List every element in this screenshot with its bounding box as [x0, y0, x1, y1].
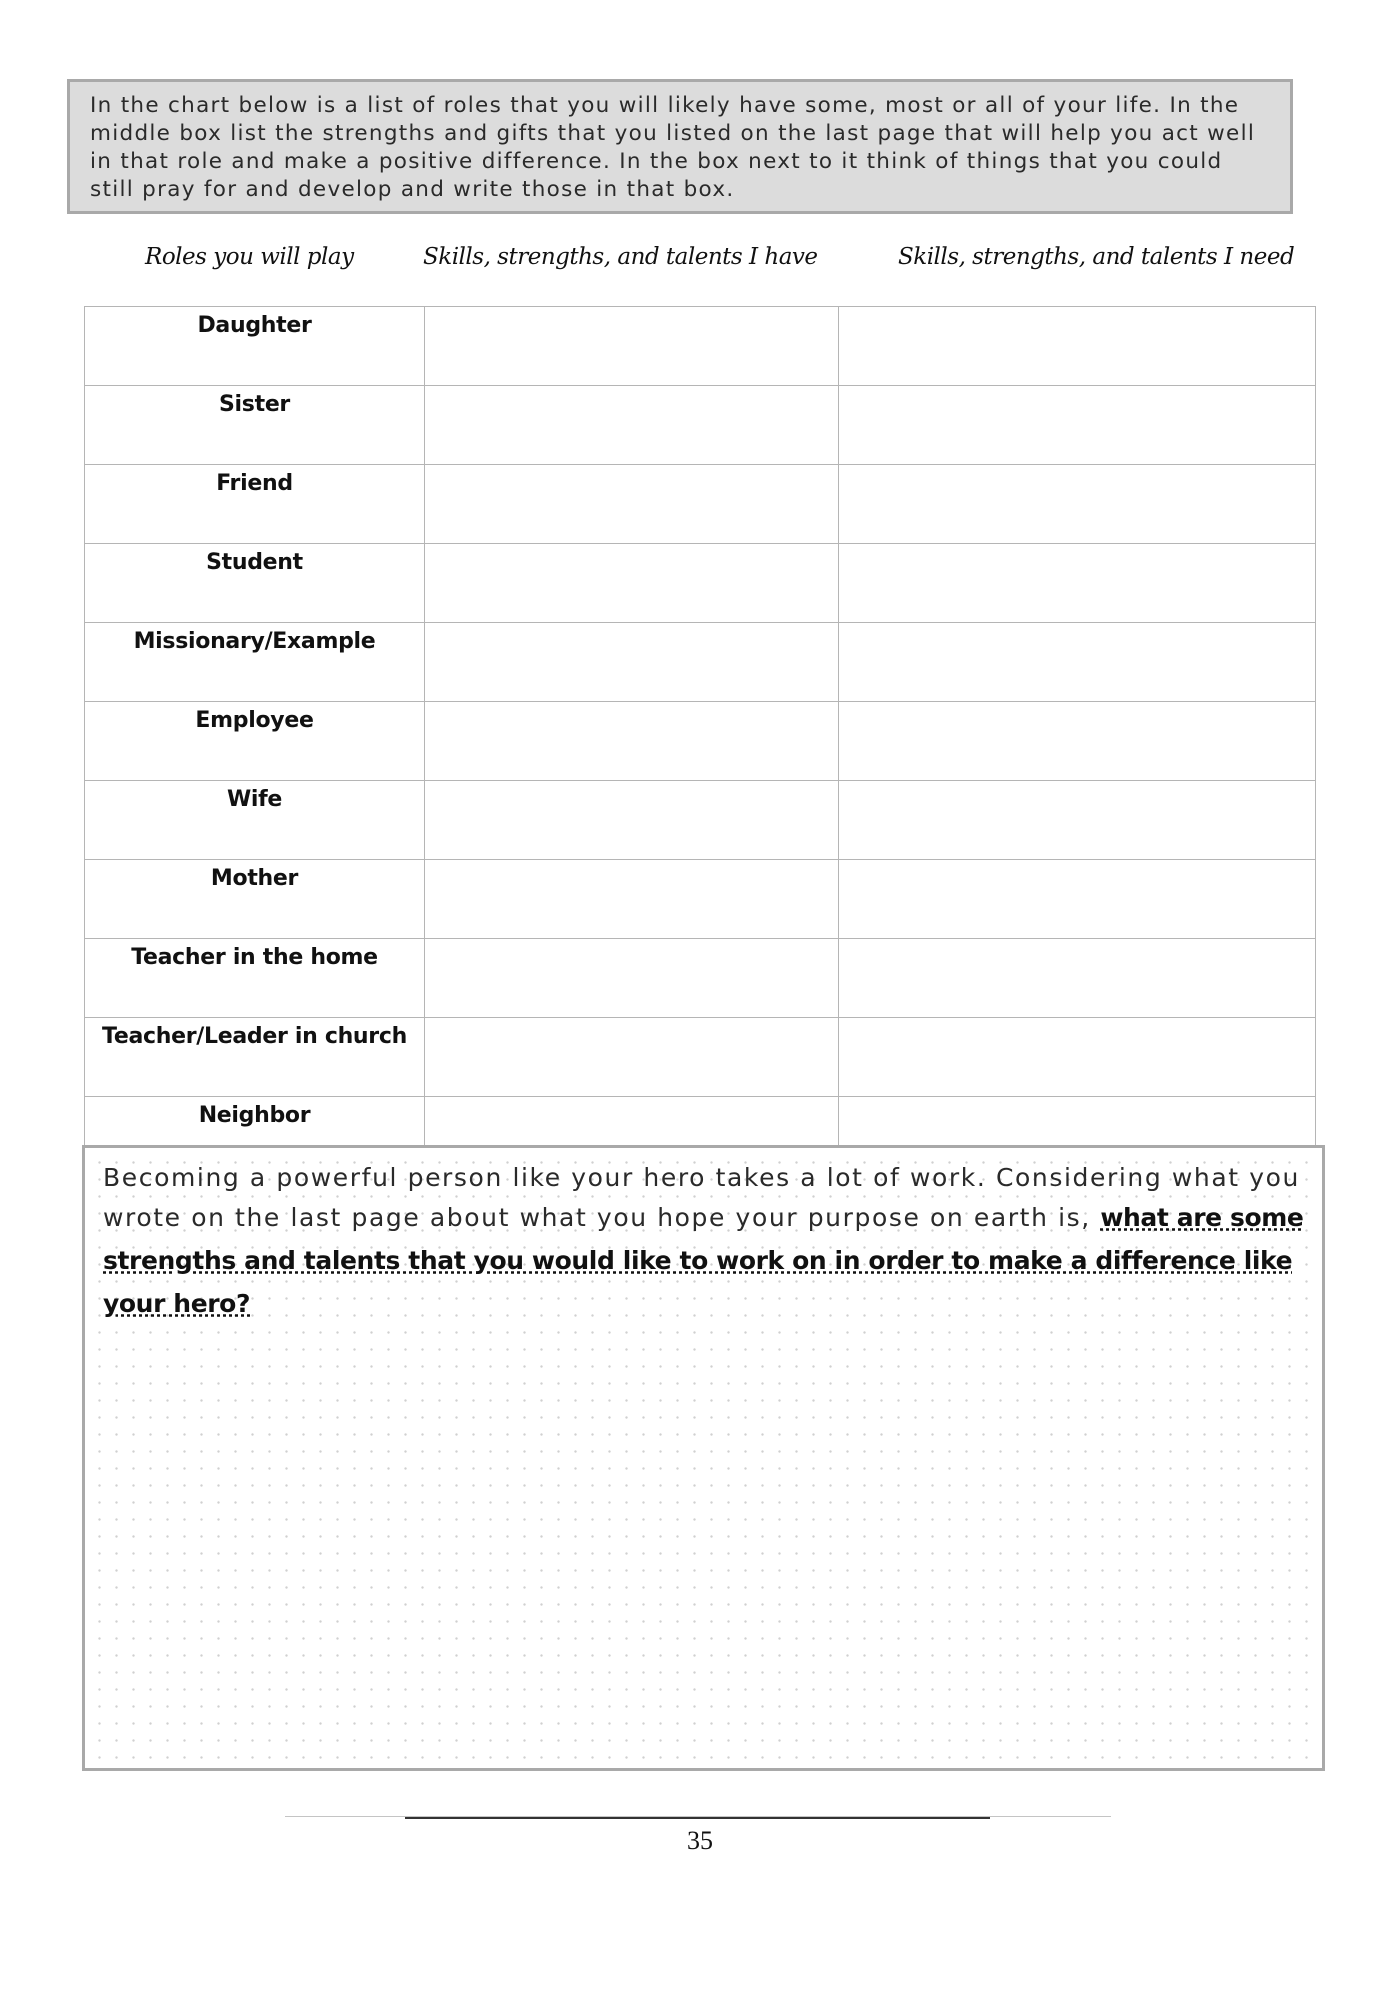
role-label: Missionary/Example: [85, 623, 425, 702]
strengths-need-cell[interactable]: [839, 939, 1316, 1018]
strengths-need-cell[interactable]: [839, 1018, 1316, 1097]
role-label: Wife: [85, 781, 425, 860]
footer-divider-accent: [405, 1817, 990, 1819]
table-row: [85, 702, 1316, 781]
table-row: [85, 465, 1316, 544]
instructions-text: In the chart below is a list of roles that you will likely have some, most or all of your life. In the middle box list the strengths and gifts that you listed on the last page that will help you act well in that role and make a positive difference. In the box next to it think of things that you could still pray for and develop and write those in that box.: [90, 93, 1256, 202]
table-row: [85, 623, 1316, 702]
reflection-prompt: [103, 1160, 1308, 1325]
strengths-have-cell[interactable]: [425, 781, 839, 860]
strengths-have-cell[interactable]: [425, 939, 839, 1018]
header-strengths-have: Skills, strengths, and talents I have: [423, 244, 818, 270]
strengths-need-cell[interactable]: [839, 623, 1316, 702]
table-row: [85, 939, 1316, 1018]
strengths-have-cell[interactable]: [425, 702, 839, 781]
role-label: Sister: [85, 386, 425, 465]
page-number: 35: [687, 1826, 713, 1855]
table-row: [85, 544, 1316, 623]
table-row: [85, 307, 1316, 386]
reflection-writing-box[interactable]: [82, 1145, 1325, 1771]
role-label: Student: [85, 544, 425, 623]
strengths-have-cell[interactable]: [425, 307, 839, 386]
strengths-have-cell[interactable]: [425, 623, 839, 702]
roles-table: [84, 306, 1316, 1176]
role-label: Teacher/Leader in church: [85, 1018, 425, 1097]
role-label: Friend: [85, 465, 425, 544]
strengths-have-cell[interactable]: [425, 465, 839, 544]
strengths-need-cell[interactable]: [839, 465, 1316, 544]
strengths-have-cell[interactable]: [425, 1018, 839, 1097]
table-row: [85, 860, 1316, 939]
role-label: Daughter: [85, 307, 425, 386]
role-label: Teacher in the home: [85, 939, 425, 1018]
header-strengths-need: Skills, strengths, and talents I need: [898, 244, 1295, 270]
strengths-have-cell[interactable]: [425, 386, 839, 465]
role-label: Mother: [85, 860, 425, 939]
role-label: Employee: [85, 702, 425, 781]
strengths-need-cell[interactable]: [839, 781, 1316, 860]
strengths-need-cell[interactable]: [839, 386, 1316, 465]
prompt-lead-text: Becoming a powerful person like your hero takes a lot of work. Considering what you wrote on the last page about what you hope your purpose on earth is,: [103, 1163, 1300, 1232]
strengths-have-cell[interactable]: [425, 860, 839, 939]
table-row: [85, 386, 1316, 465]
strengths-need-cell[interactable]: [839, 307, 1316, 386]
role-label: Neighbor: [85, 1097, 425, 1176]
strengths-need-cell[interactable]: [839, 544, 1316, 623]
strengths-need-cell[interactable]: [839, 702, 1316, 781]
instructions-box: [67, 79, 1293, 214]
prompt-question: what are some strengths and talents that you would like to work on in order to make a difference like your hero?: [103, 1203, 1304, 1318]
strengths-need-cell[interactable]: [839, 860, 1316, 939]
table-row: [85, 781, 1316, 860]
header-roles: Roles you will play: [145, 244, 354, 270]
strengths-have-cell[interactable]: [425, 544, 839, 623]
table-row: [85, 1018, 1316, 1097]
